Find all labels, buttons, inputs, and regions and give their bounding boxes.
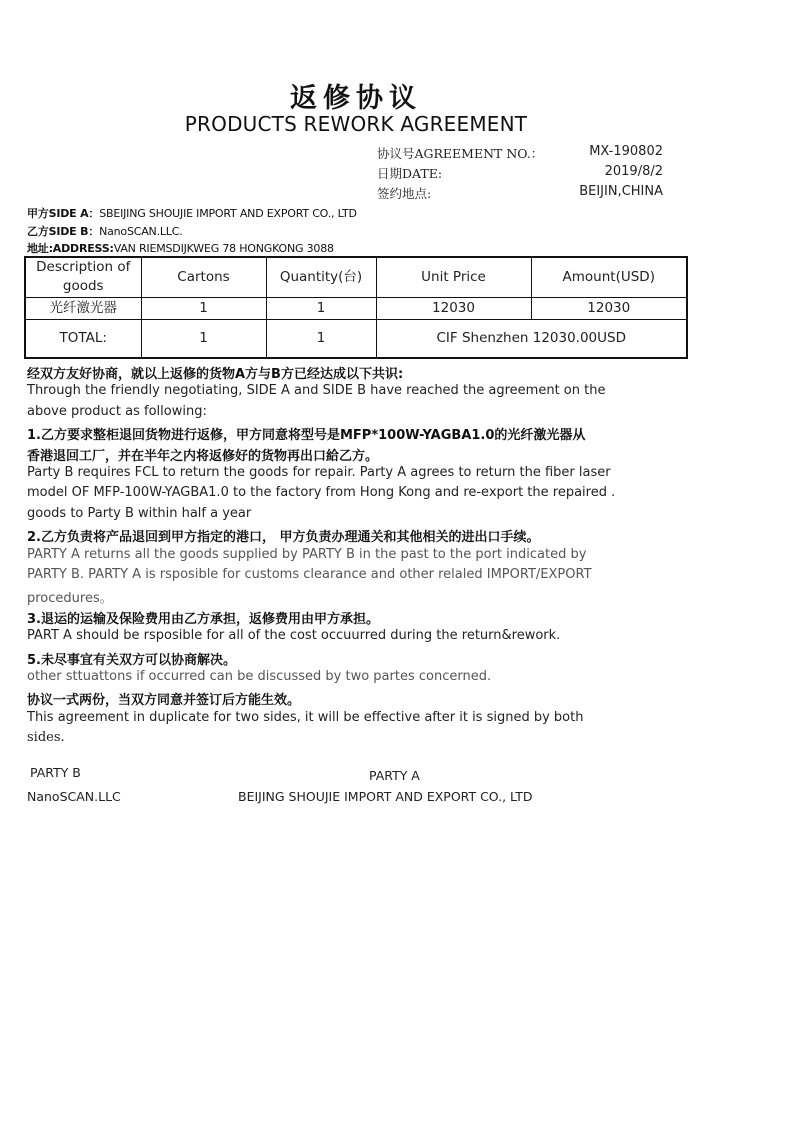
date-label: 日期DATE:	[377, 166, 443, 181]
body-line: procedures。	[27, 591, 113, 607]
total-summary: CIF Shenzhen 12030.00USD	[376, 319, 687, 358]
body-line: 3.退运的运输及保险费用由乙方承担，返修费用由甲方承担。	[27, 611, 379, 627]
body-line: PARTY A returns all the goods supplied by PARTY B in the past to the port indicated by	[27, 546, 587, 562]
signing-place-label: 签约地点:	[377, 186, 432, 201]
party-b-signature-name: NanoSCAN.LLC	[27, 789, 121, 804]
address-line	[27, 240, 334, 256]
body-line: 协议一式两份，当双方同意并签订后方能生效。	[27, 693, 301, 709]
body-line: 1.乙方要求整柜退回货物进行返修，甲方同意将型号是MFP*100W-YAGBA1.0的光纤激光器从	[27, 428, 586, 444]
header-amount: Amount(USD)	[531, 257, 687, 297]
address-label: 地址:ADDRESS:	[27, 242, 114, 255]
signing-place-value: BEIJIN,CHINA	[579, 184, 663, 199]
party-a-signature-label: PARTY A	[369, 768, 420, 783]
body-line: goods to Party B within half a year	[27, 505, 252, 521]
body-line: above product as following:	[27, 403, 207, 419]
body-line: other sttuattons if occurred can be discussed by two partes concerned.	[27, 669, 492, 684]
total-label: TOTAL:	[25, 319, 141, 358]
side-b-line	[27, 223, 183, 239]
header-unit-price: Unit Price	[376, 257, 531, 297]
party-b-signature-label: PARTY B	[30, 765, 81, 780]
table-total-row	[25, 319, 687, 358]
body-line: Through the friendly negotiating, SIDE A and SIDE B have reached the agreement on the	[27, 383, 606, 399]
side-a-line	[27, 205, 357, 221]
cell-cartons: 1	[141, 297, 266, 319]
date-value: 2019/8/2	[604, 164, 663, 179]
table-header-row	[25, 257, 687, 297]
page-title-english: PRODUCTS REWORK AGREEMENT	[184, 112, 528, 136]
side-a-value: SBEIJING SHOUJIE IMPORT AND EXPORT CO., LTD	[99, 207, 357, 220]
side-b-value: NanoSCAN.LLC.	[99, 225, 183, 238]
cell-amount: 12030	[531, 297, 687, 319]
goods-table	[24, 256, 688, 359]
party-a-signature-name: BEIJING SHOUJIE IMPORT AND EXPORT CO., LTD	[238, 789, 533, 804]
body-line: sides.	[27, 730, 65, 746]
agreement-no-label: 协议号AGREEMENT NO.：	[377, 146, 544, 161]
body-line: This agreement in duplicate for two sides, it will be effective after it is signed by both	[27, 709, 584, 725]
header-cartons: Cartons	[141, 257, 266, 297]
body-line: PARTY B. PARTY A is rsposible for customs clearance and other relaled IMPORT/EXPORT	[27, 567, 592, 582]
body-line: 2.乙方负责将产品退回到甲方指定的港口， 甲方负责办理通关和其他相关的进出口手续。	[27, 530, 540, 546]
body-line: Party B requires FCL to return the goods for repair. Party A agrees to return the fiber laser	[27, 465, 611, 480]
page-title-chinese: 返修协议	[290, 83, 422, 114]
body-line: 5.未尽事宜有关双方可以协商解决。	[27, 652, 236, 668]
cell-unit-price: 12030	[376, 297, 531, 319]
cell-quantity: 1	[266, 297, 376, 319]
side-a-label: 甲方SIDE A：	[27, 207, 100, 220]
header-description: Description of goods	[25, 257, 141, 297]
total-cartons: 1	[141, 319, 266, 358]
agreement-no-value: MX-190802	[589, 144, 663, 159]
address-value: VAN RIEMSDIJKWEG 78 HONGKONG 3088	[113, 242, 334, 255]
body-line: model OF MFP-100W-YAGBA1.0 to the factory from Hong Kong and re-export the repaired .	[27, 485, 616, 501]
total-quantity: 1	[266, 319, 376, 358]
table-row	[25, 297, 687, 319]
body-line: 经双方友好协商，就以上返修的货物A方与B方已经达成以下共识:	[27, 367, 404, 382]
cell-description: 光纤激光器	[25, 297, 141, 319]
header-quantity: Quantity(台)	[266, 257, 376, 297]
body-line: 香港退回工厂，并在半年之内将返修好的货物再出口給乙方。	[27, 448, 379, 464]
side-b-label: 乙方SIDE B：	[27, 225, 100, 238]
body-line: PART A should be rsposible for all of the cost occuurred during the return&rework.	[27, 628, 561, 644]
